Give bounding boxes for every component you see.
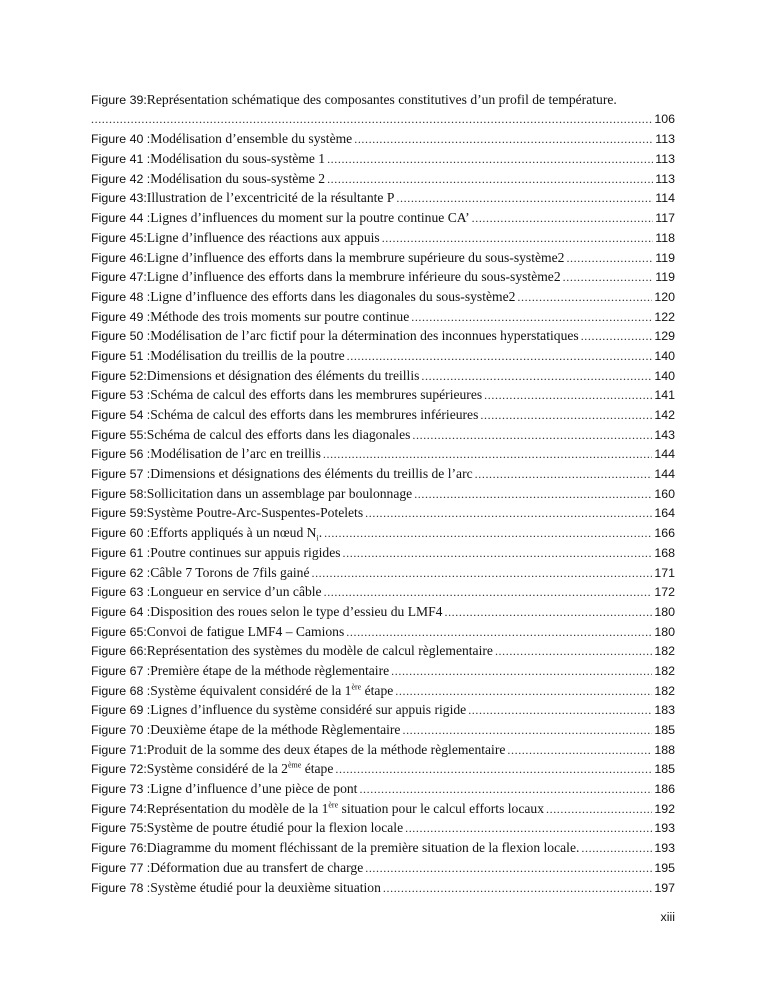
figure-page-number: 143 — [654, 427, 675, 442]
figure-label: Figure 63 : — [91, 585, 151, 600]
list-item[interactable] — [91, 582, 675, 602]
figure-title — [150, 523, 322, 543]
figure-title-text: Dimensions et désignations des éléments du treillis de l’arc — [150, 466, 473, 482]
figure-page-number: 113 — [655, 152, 675, 167]
dot-leader — [546, 800, 652, 819]
figure-title-text: Diagramme du moment fléchissant de la première situation de la flexion locale. — [146, 840, 580, 856]
figure-title-text: Modélisation du sous-système 2 — [150, 170, 326, 186]
dot-leader — [347, 347, 653, 366]
figure-label: Figure 66: — [91, 644, 147, 659]
figure-label: Figure 59: — [91, 506, 147, 521]
figure-title-text: Produit de la somme des deux étapes de la méthode règlementaire — [146, 741, 506, 757]
figure-title-text: Système étudié pour la deuxième situation — [150, 879, 381, 895]
figure-label: Figure 42 : — [91, 171, 151, 186]
figure-title — [150, 543, 340, 563]
figure-title — [150, 287, 515, 307]
dot-leader — [323, 445, 652, 464]
figure-label: Figure 54 : — [91, 408, 151, 422]
list-item[interactable] — [91, 641, 675, 661]
figure-title-text: Représentation du modèle de la 1 — [146, 800, 329, 816]
figure-title-text: Schéma de calcul des efforts dans les membrures supérieures — [150, 387, 483, 403]
figure-page-number: 197 — [654, 880, 675, 895]
dot-leader — [517, 288, 652, 307]
figure-label: Figure 47: — [91, 270, 147, 285]
figure-title-text: Lignes d’influences du moment sur la poutre continue CA’ — [150, 210, 470, 226]
figure-title-text: Modélisation d’ensemble du système — [150, 131, 353, 147]
list-item[interactable] — [91, 799, 675, 819]
dot-leader — [444, 603, 652, 622]
dot-leader — [472, 209, 654, 228]
figure-title — [147, 267, 561, 287]
list-item-continuation[interactable] — [91, 110, 675, 130]
figure-page-number: 195 — [654, 860, 675, 875]
figure-page-number: 168 — [654, 545, 675, 560]
figure-title-text: Ligne d’influence des efforts dans la membrure inférieure du sous-système2 — [146, 269, 561, 285]
list-item[interactable] — [91, 563, 675, 583]
figure-page-number: 183 — [654, 703, 675, 718]
dot-leader — [421, 367, 652, 386]
figure-title — [150, 444, 321, 464]
dot-leader — [91, 110, 652, 130]
figure-page-number: 160 — [654, 486, 675, 501]
figure-title-text: Lignes d’influence du système considéré sur appuis rigide — [150, 702, 467, 718]
figure-title — [147, 740, 506, 760]
superscript: ère — [351, 682, 362, 692]
dot-leader — [346, 623, 652, 642]
figure-label: Figure 61 : — [91, 545, 151, 560]
dot-leader — [411, 308, 652, 327]
figure-title-text: Modélisation de l’arc en treillis — [150, 446, 321, 462]
figure-title — [147, 484, 412, 504]
dot-leader — [335, 760, 652, 779]
dot-leader — [383, 879, 652, 898]
figure-title — [150, 878, 381, 898]
figure-title — [150, 149, 325, 169]
list-item[interactable] — [91, 405, 675, 425]
figure-title-text: Convoi de fatigue LMF4 – Camions — [146, 623, 345, 639]
figure-page-number: 185 — [654, 723, 675, 737]
dot-leader — [475, 465, 653, 484]
figure-title-text: Schéma de calcul des efforts dans les diagonales — [146, 426, 411, 442]
figure-title — [150, 563, 309, 583]
dot-leader — [566, 249, 653, 268]
figure-title — [147, 188, 395, 208]
figure-title-text: Longueur en service d’un câble — [150, 584, 322, 600]
figure-title-text: Efforts appliqués à un nœud N — [150, 525, 317, 541]
figure-label: Figure 53 : — [91, 388, 151, 403]
list-item[interactable] — [91, 188, 675, 208]
figure-label: Figure 72: — [91, 762, 147, 777]
figure-page-number: 122 — [654, 309, 675, 324]
figure-title-text: Système considéré de la 2 — [146, 761, 288, 777]
figure-page-number: 141 — [654, 388, 675, 403]
figure-page-number: 180 — [654, 604, 675, 619]
superscript: ère — [328, 800, 339, 810]
list-item[interactable] — [91, 779, 675, 799]
figure-page-number: 106 — [654, 111, 675, 126]
dot-leader — [395, 682, 652, 701]
figure-title — [150, 661, 389, 681]
list-item[interactable] — [91, 346, 675, 366]
figure-label: Figure 77 : — [91, 860, 151, 875]
list-item[interactable] — [91, 622, 675, 642]
dot-leader — [414, 485, 652, 504]
figure-page-number: 113 — [655, 171, 675, 186]
figure-title-text: Deuxième étape de la méthode Règlementaire — [150, 722, 401, 737]
list-item[interactable] — [91, 425, 675, 445]
figure-label: Figure 68 : — [91, 683, 151, 698]
figure-title-text: Dimensions et désignation des éléments du treillis — [146, 367, 420, 383]
list-item[interactable] — [91, 208, 675, 228]
figure-title-text: Première étape de la méthode règlementaire — [150, 662, 390, 678]
figure-title — [150, 681, 393, 701]
figure-label: Figure 46: — [91, 250, 147, 265]
list-item[interactable] — [91, 90, 675, 110]
dot-leader — [311, 564, 652, 583]
dot-leader — [365, 504, 652, 523]
figure-page-number: 140 — [654, 368, 675, 383]
dot-leader — [495, 642, 652, 661]
figure-label: Figure 41 : — [91, 152, 151, 167]
list-item[interactable] — [91, 818, 675, 838]
figure-title-text: Déformation due au transfert de charge — [150, 859, 364, 875]
figure-title — [150, 307, 409, 327]
figure-title — [150, 169, 325, 189]
list-item[interactable] — [91, 543, 675, 563]
figure-title — [150, 208, 469, 228]
figure-title — [150, 464, 472, 484]
figure-page-number: 188 — [654, 742, 675, 757]
dot-leader — [563, 268, 654, 287]
figure-label: Figure 65: — [91, 624, 147, 639]
dot-leader — [468, 701, 652, 720]
dot-leader — [327, 170, 653, 189]
figure-title — [147, 503, 363, 523]
figure-label: Figure 52: — [91, 368, 147, 383]
dot-leader — [581, 327, 653, 346]
figure-title-text: Représentation des systèmes du modèle de calcul règlementaire — [146, 643, 493, 659]
dot-leader — [507, 741, 652, 760]
list-item[interactable] — [91, 366, 675, 386]
list-item[interactable] — [91, 602, 675, 622]
figure-title: Représentation schématique des composantes constitutives d’un profil de température. — [146, 92, 617, 107]
figure-label: Figure 71: — [91, 742, 147, 757]
figure-label: Figure 76: — [91, 841, 147, 856]
figure-title-text: Système Poutre-Arc-Suspentes-Potelets — [146, 505, 364, 521]
figure-title-suffix: situation pour le calcul efforts locaux — [338, 800, 544, 816]
figure-label: Figure 78 : — [91, 880, 151, 895]
dot-leader — [396, 189, 653, 208]
figure-label: Figure 40 : — [91, 132, 151, 147]
figure-title — [147, 838, 580, 858]
list-item[interactable] — [91, 228, 675, 248]
subscript: i — [316, 533, 319, 543]
figure-label: Figure 64 : — [91, 604, 151, 619]
figure-label: Figure 48 : — [91, 289, 151, 304]
figure-page-number: 182 — [654, 683, 675, 698]
page-number: xiii — [660, 910, 675, 924]
figure-label: Figure 43: — [91, 191, 147, 206]
figure-page-number: 180 — [654, 624, 675, 639]
list-item[interactable] — [91, 740, 675, 760]
dot-leader — [354, 130, 653, 149]
figure-page-number: 193 — [654, 841, 675, 856]
figure-page-number: 192 — [654, 801, 675, 816]
figure-title — [150, 346, 344, 366]
figure-title-text: Câble 7 Torons de 7fils gainé — [150, 564, 310, 580]
figure-label: Figure 70 : — [91, 723, 151, 737]
figure-title-text: Modélisation du treillis de la poutre — [150, 347, 345, 363]
list-item[interactable] — [91, 464, 675, 484]
list-item[interactable] — [91, 169, 675, 189]
dot-leader — [402, 721, 652, 740]
figure-title — [150, 385, 482, 405]
list-item[interactable] — [91, 838, 675, 858]
figure-page-number: 119 — [655, 270, 675, 285]
figure-label: Figure 51 : — [91, 348, 151, 363]
list-of-figures — [91, 90, 675, 897]
dot-leader — [327, 150, 653, 169]
figure-title — [150, 326, 578, 346]
dot-leader — [480, 406, 652, 425]
figure-page-number: 118 — [655, 230, 675, 245]
figure-title — [147, 228, 380, 248]
figure-page-number: 113 — [655, 132, 675, 147]
figure-title-suffix: étape — [301, 761, 334, 777]
figure-title-text: Disposition des roues selon le type d’essieu du LMF4 — [150, 603, 443, 619]
list-item[interactable] — [91, 503, 675, 523]
figure-title — [150, 602, 442, 622]
list-item[interactable] — [91, 878, 675, 898]
figure-page-number: 144 — [654, 467, 675, 482]
figure-label: Figure 56 : — [91, 447, 151, 462]
figure-title — [147, 799, 544, 819]
figure-page-number: 120 — [654, 289, 675, 304]
figure-title-text: Système équivalent considéré de la 1 — [150, 682, 352, 698]
list-item[interactable] — [91, 385, 675, 405]
figure-page-number: 186 — [654, 782, 675, 797]
figure-title-text: Ligne d’influence des efforts dans la membrure supérieure du sous-système2 — [146, 249, 565, 265]
figure-label: Figure 62 : — [91, 565, 151, 580]
list-item[interactable] — [91, 149, 675, 169]
figure-page-number: 164 — [654, 506, 675, 521]
list-item[interactable] — [91, 858, 675, 878]
list-item[interactable] — [91, 129, 675, 149]
figure-title — [150, 582, 321, 602]
superscript: ème — [287, 760, 302, 770]
figure-label: Figure 50 : — [91, 329, 151, 344]
figure-page-number: 182 — [654, 663, 675, 678]
figure-label: Figure 73 : — [91, 782, 151, 797]
figure-label: Figure 60 : — [91, 526, 151, 541]
list-item[interactable] — [91, 700, 675, 720]
list-item[interactable] — [91, 720, 675, 740]
figure-page-number: 117 — [655, 211, 675, 226]
figure-page-number: 172 — [654, 585, 675, 600]
dot-leader — [581, 839, 652, 858]
figure-page-number: 166 — [654, 526, 675, 541]
figure-title-text: Ligne d’influence des efforts dans les diagonales du sous-système2 — [150, 288, 516, 304]
figure-title-text: Poutre continues sur appuis rigides — [150, 544, 341, 560]
list-item[interactable] — [91, 326, 675, 346]
figure-title — [147, 366, 420, 386]
figure-label: Figure 55: — [91, 427, 147, 442]
figure-label: Figure 49 : — [91, 309, 151, 324]
figure-title-text: Ligne d’influence des réactions aux appuis — [146, 229, 380, 245]
figure-title-text: Modélisation de l’arc fictif pour la détermination des inconnues hyperstatiques — [150, 328, 579, 344]
figure-title — [147, 818, 403, 838]
figure-label: Figure 39: — [91, 93, 147, 107]
figure-title — [150, 720, 400, 740]
dot-leader — [324, 583, 653, 602]
figure-page-number: 171 — [654, 565, 675, 580]
figure-title — [150, 129, 352, 149]
figure-page-number: 140 — [654, 348, 675, 363]
figure-title — [147, 759, 334, 779]
dot-leader — [405, 819, 652, 838]
list-item[interactable] — [91, 287, 675, 307]
figure-title — [150, 700, 466, 720]
figure-page-number: 182 — [654, 644, 675, 659]
figure-label: Figure 74: — [91, 801, 147, 816]
figure-page-number: 193 — [654, 821, 675, 836]
list-item[interactable] — [91, 267, 675, 287]
figure-title-text: Modélisation du sous-système 1 — [150, 151, 326, 167]
dot-leader — [365, 859, 652, 878]
figure-title — [147, 622, 344, 642]
figure-title — [147, 641, 493, 661]
figure-label: Figure 67 : — [91, 663, 151, 678]
figure-label: Figure 69 : — [91, 703, 151, 718]
dot-leader — [359, 780, 652, 799]
figure-title-text: Schéma de calcul des efforts dans les membrures inférieures — [150, 407, 479, 422]
figure-title — [150, 779, 357, 799]
list-item[interactable] — [91, 307, 675, 327]
figure-title-suffix: . — [318, 525, 323, 541]
figure-page-number: 185 — [654, 762, 675, 777]
figure-title — [147, 425, 411, 445]
dot-leader — [324, 524, 652, 543]
figure-label: Figure 75: — [91, 821, 147, 836]
figure-page-number: 142 — [654, 408, 675, 422]
figure-title-text: Ligne d’influence d’une pièce de pont — [150, 781, 358, 797]
figure-title — [147, 248, 565, 268]
list-item[interactable] — [91, 661, 675, 681]
list-item[interactable] — [91, 523, 675, 543]
list-item[interactable] — [91, 248, 675, 268]
dot-leader — [343, 544, 653, 563]
figure-label: Figure 57 : — [91, 467, 151, 482]
figure-title-text: Méthode des trois moments sur poutre continue — [150, 308, 410, 324]
figure-title-text: Sollicitation dans un assemblage par boulonnage — [146, 485, 413, 501]
figure-title-suffix: étape — [361, 682, 394, 698]
list-item[interactable] — [91, 681, 675, 701]
list-item[interactable] — [91, 484, 675, 504]
figure-label: Figure 44 : — [91, 211, 151, 226]
figure-page-number: 129 — [654, 329, 675, 344]
figure-title-text: Illustration de l’excentricité de la résultante P — [146, 190, 395, 206]
dot-leader — [484, 386, 652, 405]
dot-leader — [412, 426, 652, 445]
figure-label: Figure 45: — [91, 230, 147, 245]
figure-label: Figure 58: — [91, 486, 147, 501]
list-item[interactable] — [91, 759, 675, 779]
figure-title-text: Système de poutre étudié pour la flexion locale — [146, 820, 404, 836]
figure-page-number: 114 — [655, 191, 675, 206]
figure-page-number: 119 — [655, 250, 675, 265]
list-item[interactable] — [91, 444, 675, 464]
figure-title — [150, 405, 478, 425]
dot-leader — [391, 662, 652, 681]
figure-title — [150, 858, 363, 878]
figure-page-number: 144 — [654, 447, 675, 462]
dot-leader — [382, 229, 654, 248]
